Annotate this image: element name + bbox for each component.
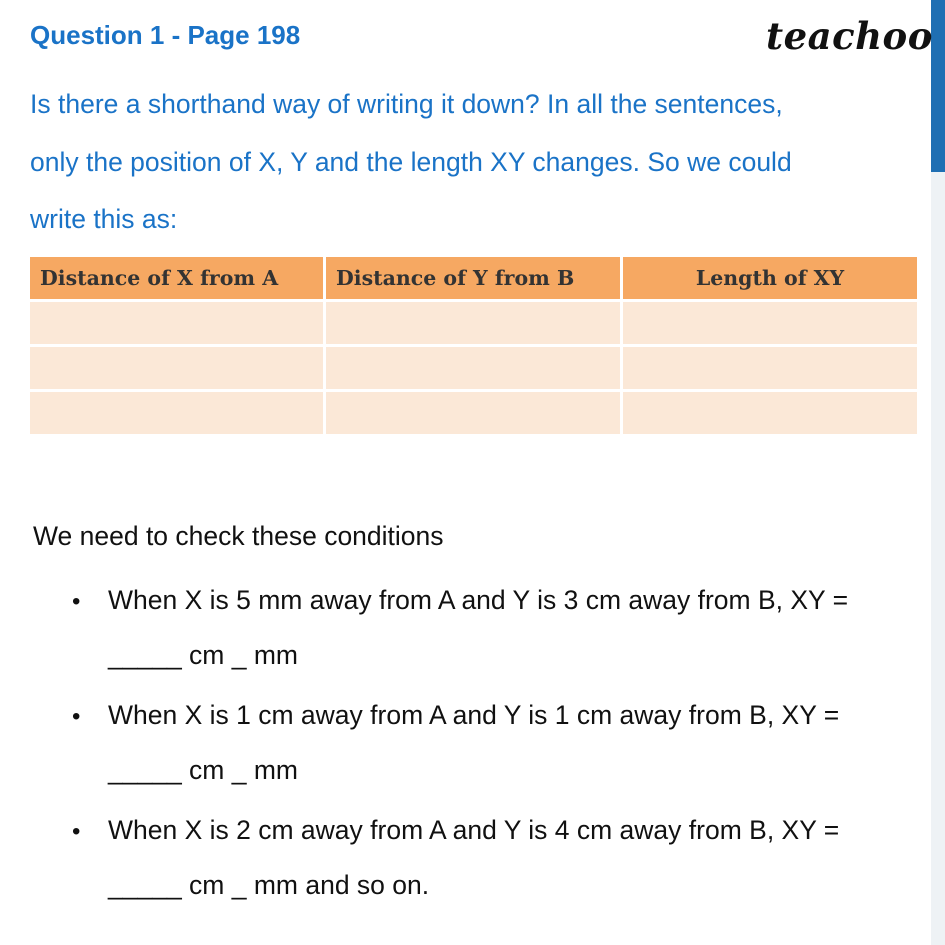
table-cell — [325, 346, 622, 391]
condition-line: When X is 2 cm away from A and Y is 4 cm away from B, XY = — [108, 815, 840, 845]
intro-line: only the position of X, Y and the length XY changes. So we could — [30, 146, 792, 177]
column-header-distance-y: Distance of Y from B — [325, 256, 622, 301]
teachoo-logo: teachoo — [766, 14, 933, 58]
table-row — [29, 346, 919, 391]
intro-paragraph — [30, 76, 900, 249]
shorthand-table — [27, 254, 920, 437]
condition-blank-line: _____ cm _ mm — [108, 755, 298, 785]
column-header-distance-x: Distance of X from A — [29, 256, 325, 301]
table-cell — [622, 346, 919, 391]
column-header-length-xy: Length of XY — [622, 256, 919, 301]
table-cell — [622, 301, 919, 346]
table-row — [29, 391, 919, 436]
table-cell — [29, 391, 325, 436]
table-cell — [325, 301, 622, 346]
bullet-icon: • — [72, 818, 81, 845]
condition-line: When X is 1 cm away from A and Y is 1 cm away from B, XY = — [108, 700, 840, 730]
bullet-icon: • — [72, 703, 81, 730]
scrollbar-thumb[interactable] — [931, 0, 945, 172]
condition-blank-line: _____ cm _ mm and so on. — [108, 870, 430, 900]
table-cell — [622, 391, 919, 436]
question-title: Question 1 - Page 198 — [30, 20, 301, 50]
intro-line: Is there a shorthand way of writing it down? In all the sentences, — [30, 89, 783, 119]
condition-line: When X is 5 mm away from A and Y is 3 cm away from B, XY = — [108, 585, 849, 615]
condition-blank-line: _____ cm _ mm — [108, 640, 298, 670]
table-header-row — [29, 256, 919, 301]
table-cell — [29, 346, 325, 391]
bullet-icon: • — [72, 588, 81, 615]
table-cell — [325, 391, 622, 436]
intro-line: write this as: — [30, 204, 178, 234]
conditions-heading: We need to check these conditions — [33, 521, 444, 551]
table-row — [29, 301, 919, 346]
scrollbar-track[interactable] — [931, 0, 945, 945]
table-cell — [29, 301, 325, 346]
